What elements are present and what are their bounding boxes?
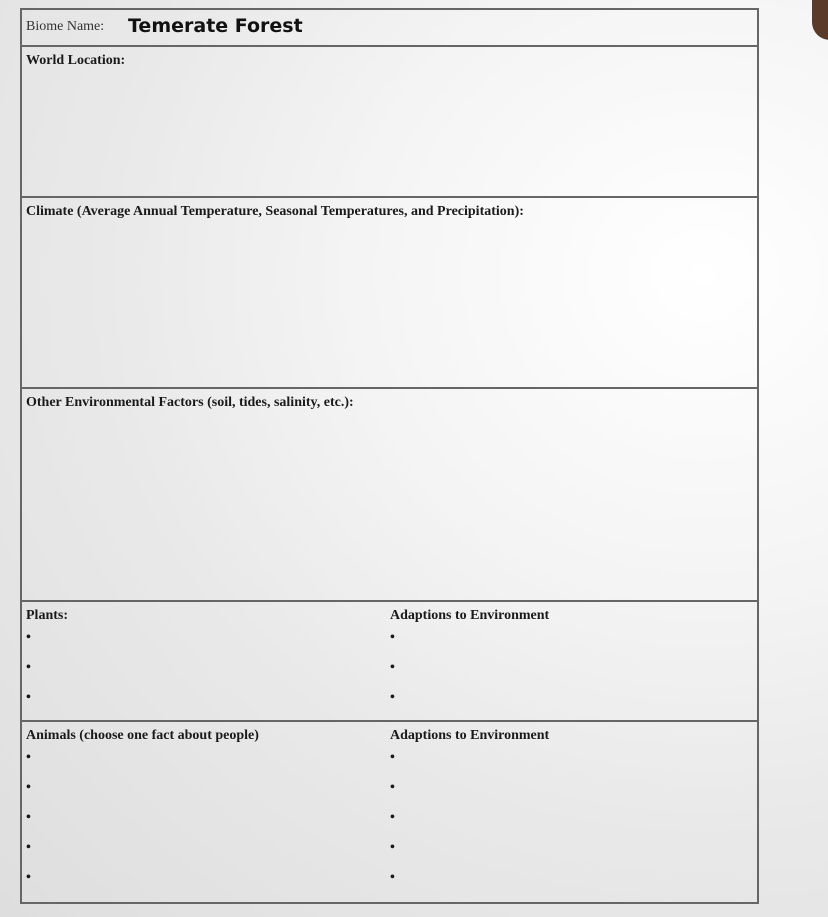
list-item: • (26, 690, 31, 705)
plants-adaptions-column (390, 608, 550, 705)
list-item: • (390, 750, 395, 765)
other-factors-section (22, 389, 757, 602)
plants-adaptions-title: Adaptions to Environment (390, 608, 550, 623)
list-item: • (390, 780, 395, 795)
animals-bullet-list (26, 750, 31, 900)
list-item: • (390, 840, 395, 855)
climate-label: Climate (Average Annual Temperature, Seasonal Temperatures, and Precipitation): (26, 204, 524, 219)
list-item: • (390, 630, 395, 645)
plants-bullet-list (26, 630, 31, 720)
animals-adaptions-bullet-list (390, 750, 395, 900)
other-factors-label: Other Environmental Factors (soil, tides, salinity, etc.): (26, 395, 354, 410)
plants-title: Plants: (26, 608, 68, 623)
list-item: • (26, 660, 31, 675)
list-item: • (390, 810, 395, 825)
animals-section (22, 722, 757, 904)
list-item: • (26, 630, 31, 645)
list-item: • (26, 840, 31, 855)
biome-worksheet (20, 8, 759, 904)
biome-name-value: Temerate Forest (128, 15, 303, 37)
list-item: • (26, 750, 31, 765)
list-item: • (390, 870, 395, 885)
list-item: • (26, 780, 31, 795)
list-item: • (26, 870, 31, 885)
climate-section (22, 198, 757, 389)
animals-adaptions-title: Adaptions to Environment (390, 728, 550, 743)
biome-name-row (22, 10, 757, 47)
animals-title: Animals (choose one fact about people) (26, 728, 259, 743)
list-item: • (390, 660, 395, 675)
animals-adaptions-column (390, 728, 550, 885)
list-item: • (390, 690, 395, 705)
world-location-label: World Location: (26, 53, 126, 68)
list-item: • (26, 810, 31, 825)
plants-column (26, 608, 68, 705)
corner-tab-decoration (812, 0, 828, 40)
world-location-section (22, 47, 757, 198)
plants-section (22, 602, 757, 722)
plants-adaptions-bullet-list (390, 630, 395, 720)
animals-column (26, 728, 259, 885)
biome-name-label: Biome Name: (26, 19, 105, 34)
